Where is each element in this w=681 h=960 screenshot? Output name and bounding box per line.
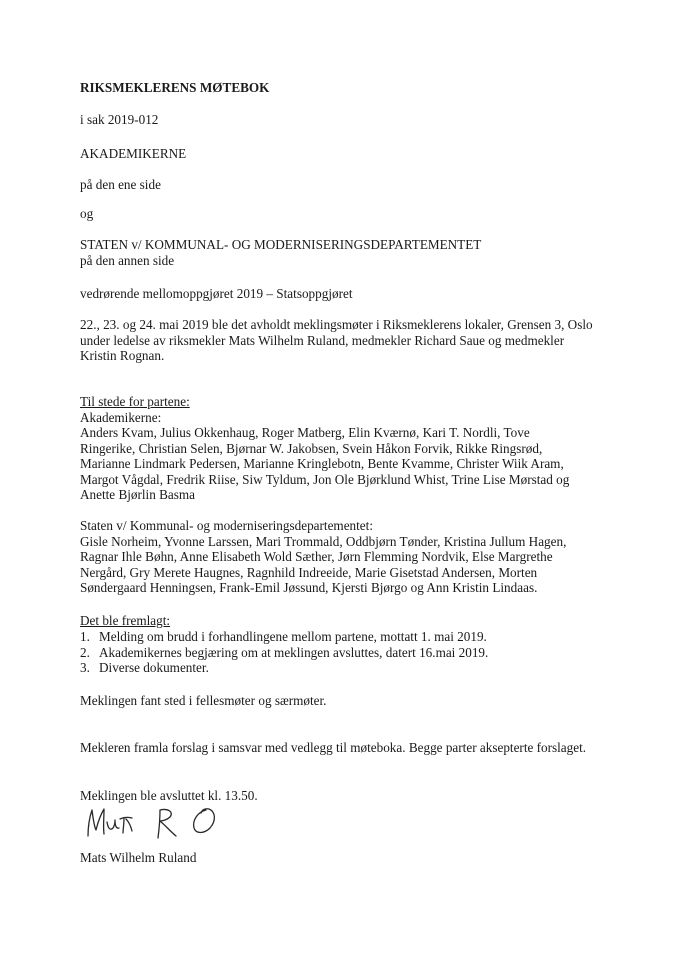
group-two-section xyxy=(80,518,640,596)
group-one-label: Akademikerne: xyxy=(80,409,162,425)
group-two-line: Nergård, Gry Merete Haugnes, Ragnhild Indreeide, Marie Gisetstad Andersen, Morten xyxy=(80,564,538,580)
list-item-text: Melding om brudd i forhandlingene mellom partene, mottatt 1. mai 2019. xyxy=(99,629,487,644)
conjunction: og xyxy=(80,206,94,221)
attendance-heading: Til stede for partene: xyxy=(80,394,190,409)
group-two-line: Gisle Norheim, Yvonne Larssen, Mari Trommald, Oddbjørn Tønder, Kristina Jullum Hagen, xyxy=(80,533,567,549)
intro-paragraph xyxy=(80,317,640,364)
intro-line: Kristin Rognan. xyxy=(80,348,165,363)
presented-heading: Det ble fremlagt: xyxy=(80,613,171,628)
intro-line: under ledelse av riksmekler Mats Wilhelm Ruland, medmekler Richard Saue og medmekler xyxy=(80,332,565,348)
party-one-name: AKADEMIKERNE xyxy=(80,146,187,161)
intro-line: 22., 23. og 24. mai 2019 ble det avholdt meklingsmøter i Riksmeklerens lokaler, Grensen 3, Oslo xyxy=(80,317,593,332)
list-item-number: 2. xyxy=(80,644,90,660)
group-one-line: Marianne Lindmark Pedersen, Marianne Kringlebotn, Bente Kvamme, Christer Wiik Aram, xyxy=(80,456,564,471)
group-one-line: Anette Bjørlin Basma xyxy=(80,487,196,502)
group-one-line: Anders Kvam, Julius Okkenhaug, Roger Matberg, Elin Kværnø, Kari T. Nordli, Tove xyxy=(80,425,530,440)
party-two-side: på den annen side xyxy=(80,252,175,268)
party-one-side: på den ene side xyxy=(80,177,161,192)
party-two-name: STATEN v/ KOMMUNAL- OG MODERNISERINGSDEPARTEMENTET xyxy=(80,237,482,252)
document-title: RIKSMEKLERENS MØTEBOK xyxy=(80,80,270,95)
list-item xyxy=(80,629,640,645)
signatory-name: Mats Wilhelm Ruland xyxy=(80,850,197,865)
party-two-block xyxy=(80,237,640,268)
concluded-statement: Meklingen ble avsluttet kl. 13.50. xyxy=(80,788,258,803)
group-one-line: Margot Vågdal, Fredrik Riise, Siw Tyldum, Jon Ole Bjørklund Whist, Trine Lise Mørstad og xyxy=(80,471,570,487)
group-two-label: Staten v/ Kommunal- og moderniseringsdepartementet: xyxy=(80,518,373,533)
group-two-line: Søndergaard Henningsen, Frank-Emil Jøssund, Kjersti Bjørgo og Ann Kristin Lindaas. xyxy=(80,580,538,595)
list-item-number: 3. xyxy=(80,660,90,675)
list-item-text: Akademikernes begjæring om at meklingen avsluttes, datert 16.mai 2019. xyxy=(99,644,489,660)
attendance-section xyxy=(80,394,640,503)
meeting-type: Meklingen fant sted i fellesmøter og særmøter. xyxy=(80,693,327,708)
group-one-line: Ringerike, Christian Selen, Bjørnar W. Jakobsen, Svein Håkon Forvik, Rikke Ringsrød, xyxy=(80,440,543,456)
case-reference: i sak 2019-012 xyxy=(80,112,159,127)
handwritten-signature xyxy=(82,800,232,844)
proposal-statement: Mekleren framla forslag i samsvar med vedlegg til møteboka. Begge parter aksepterte forslaget. xyxy=(80,740,587,755)
list-item xyxy=(80,660,640,676)
presented-list xyxy=(80,629,640,676)
subject-line: vedrørende mellomoppgjøret 2019 – Statsoppgjøret xyxy=(80,286,353,301)
list-item xyxy=(80,645,640,661)
list-item-number: 1. xyxy=(80,629,90,644)
group-two-line: Ragnar Ihle Bøhn, Anne Elisabeth Wold Sæther, Jørn Flemming Nordvik, Else Margrethe xyxy=(80,549,553,564)
list-item-text: Diverse dokumenter. xyxy=(99,660,209,675)
